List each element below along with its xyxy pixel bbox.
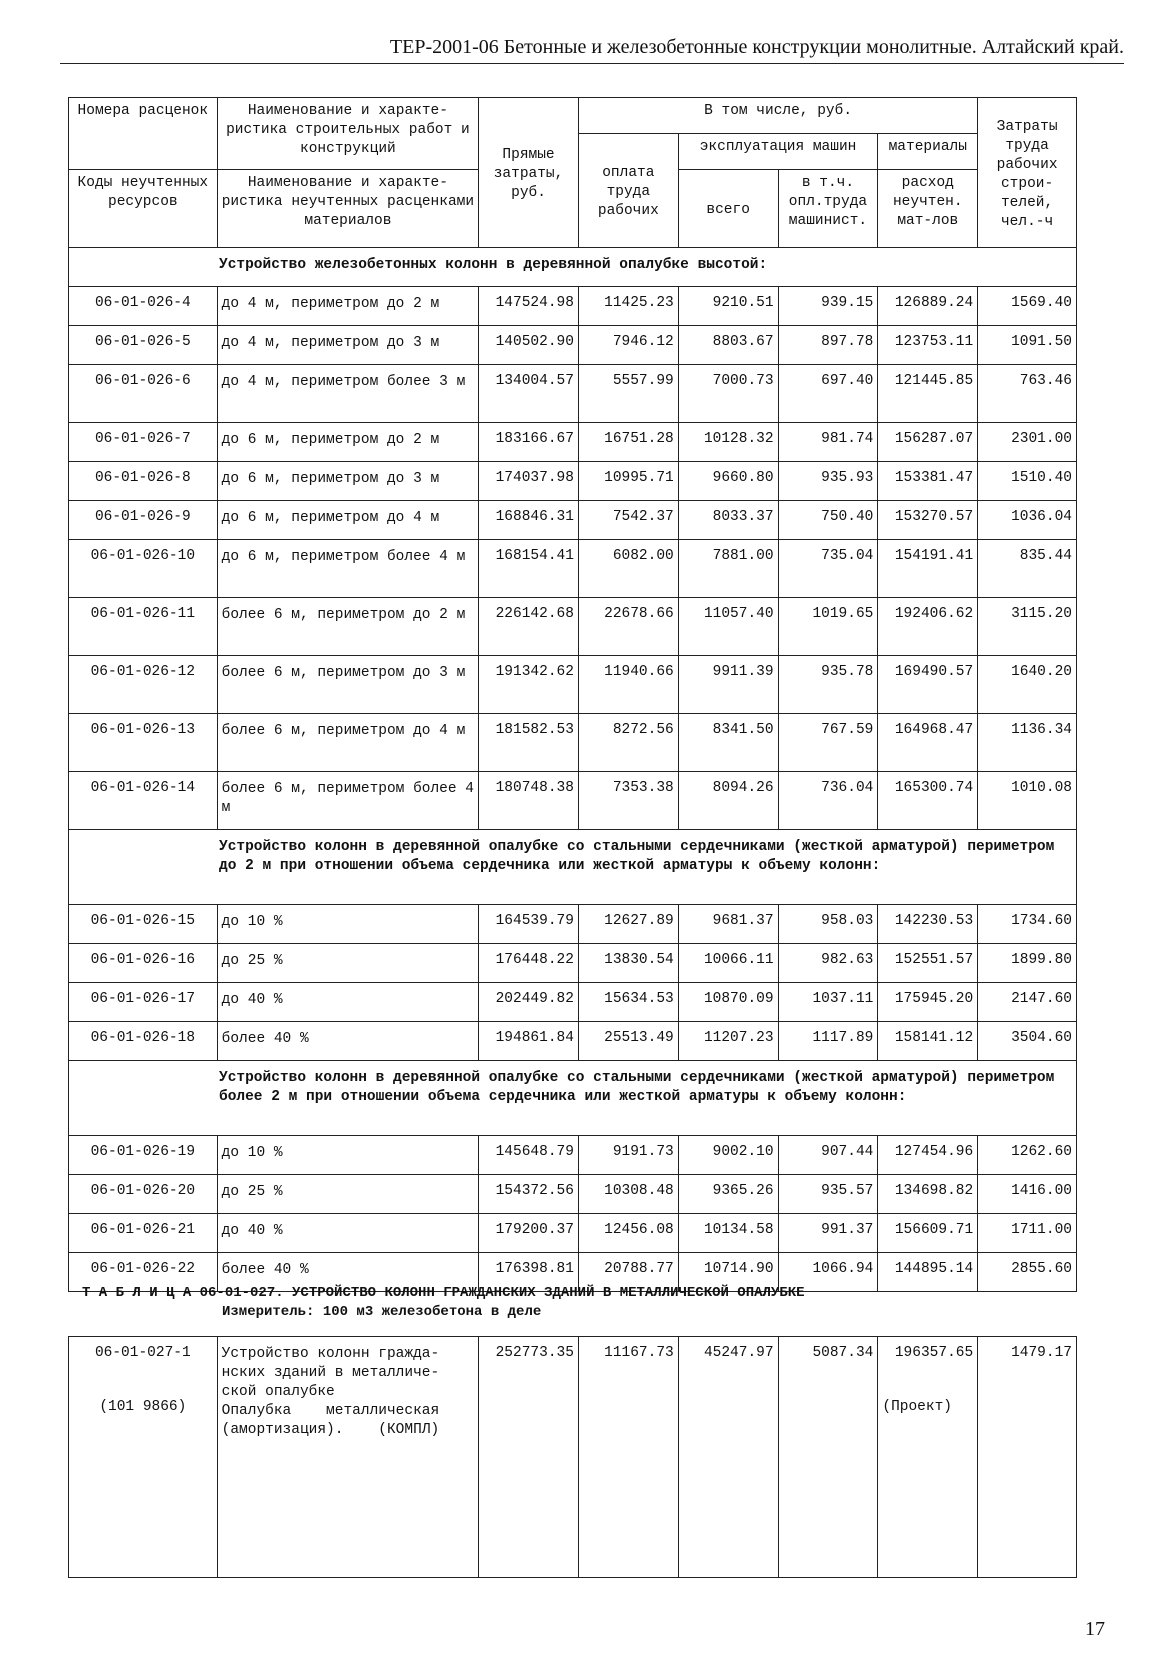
row-pay: 11940.66 — [578, 656, 678, 714]
row-direct: 164539.79 — [479, 905, 579, 944]
row-mach-pay: 981.74 — [778, 423, 878, 462]
row-name: до 40 % — [217, 983, 478, 1022]
row-direct: 147524.98 — [479, 287, 579, 326]
row-mach: 9681.37 — [678, 905, 778, 944]
row-labor: 3115.20 — [978, 598, 1077, 656]
row-mat: 126889.24 — [878, 287, 978, 326]
row-name: до 10 % — [217, 1136, 478, 1175]
row-mach: 9660.80 — [678, 462, 778, 501]
col-labor: Затраты труда рабочих строи- телей, чел.-ч — [978, 98, 1077, 248]
col-codes-bottom: Коды неучтенных ресурсов — [69, 170, 218, 248]
row-mach: 10128.32 — [678, 423, 778, 462]
row-mat: 158141.12 — [878, 1022, 978, 1061]
row-labor: 1899.80 — [978, 944, 1077, 983]
col-name-bottom: Наименование и характе- ристика неучтенных расценками материалов — [217, 170, 478, 248]
row-mat: 175945.20 — [878, 983, 978, 1022]
col-direct: Прямые затраты, руб. — [479, 98, 579, 248]
table-row — [69, 423, 1077, 462]
row-name: более 6 м, периметром более 4 м — [217, 772, 478, 830]
row-code: 06-01-026-16 — [69, 944, 218, 983]
row-labor: 1569.40 — [978, 287, 1077, 326]
row-mach: 10134.58 — [678, 1214, 778, 1253]
row-name: более 6 м, периметром до 3 м — [217, 656, 478, 714]
row-mach: 8094.26 — [678, 772, 778, 830]
row-labor: 1640.20 — [978, 656, 1077, 714]
row-pay: 8272.56 — [578, 714, 678, 772]
row-name-line: ской опалубке — [221, 1384, 335, 1400]
row-pay: 15634.53 — [578, 983, 678, 1022]
row-pay: 12456.08 — [578, 1214, 678, 1253]
row-direct: 168846.31 — [479, 501, 579, 540]
table-row — [69, 540, 1077, 598]
col-materials-sub: расход неучтен. мат-лов — [878, 170, 978, 248]
row-mat: 144895.14 — [878, 1253, 978, 1292]
row-pay: 10308.48 — [578, 1175, 678, 1214]
row-mat: 154191.41 — [878, 540, 978, 598]
row-code: 06-01-026-6 — [69, 365, 218, 423]
table-row — [69, 365, 1077, 423]
table-body — [69, 248, 1077, 1292]
row-mat: 156287.07 — [878, 423, 978, 462]
row-direct: 174037.98 — [479, 462, 579, 501]
row-code: 06-01-026-9 — [69, 501, 218, 540]
row-mach: 7881.00 — [678, 540, 778, 598]
row-mat: 121445.85 — [878, 365, 978, 423]
row-code: 06-01-026-17 — [69, 983, 218, 1022]
row-mach: 8803.67 — [678, 326, 778, 365]
row-direct: 194861.84 — [479, 1022, 579, 1061]
col-machines-total: всего — [678, 170, 778, 248]
row-code: 06-01-026-8 — [69, 462, 218, 501]
row-labor: 1416.00 — [978, 1175, 1077, 1214]
row-mach: 10714.90 — [678, 1253, 778, 1292]
row-labor: 1136.34 — [978, 714, 1077, 772]
row-mat: 153381.47 — [878, 462, 978, 501]
row-code: 06-01-026-22 — [69, 1253, 218, 1292]
row-pay: 11425.23 — [578, 287, 678, 326]
table-row — [69, 1175, 1077, 1214]
table-027 — [68, 1336, 1077, 1578]
table-row — [69, 1337, 1077, 1578]
row-mach-pay: 982.63 — [778, 944, 878, 983]
col-materials: материалы — [878, 134, 978, 170]
col-labor-pay: оплата труда рабочих — [578, 134, 678, 248]
row-name: более 6 м, периметром до 4 м — [217, 714, 478, 772]
row-code: 06-01-026-18 — [69, 1022, 218, 1061]
row-mat: 134698.82 — [878, 1175, 978, 1214]
row-mach-pay: 767.59 — [778, 714, 878, 772]
row-code: 06-01-026-14 — [69, 772, 218, 830]
section-title: Устройство колонн в деревянной опалубке со стальными сердечниками (жесткой арматурой) периметром до 2 м при отношении объема сердечника или жесткой арматуры к объему колонн: — [69, 830, 1077, 905]
row-code: 06-01-027-1 — [94, 1345, 191, 1361]
row-mat-cell — [878, 1337, 978, 1578]
row-direct: 191342.62 — [479, 656, 579, 714]
table-row — [69, 1136, 1077, 1175]
row-direct: 134004.57 — [479, 365, 579, 423]
section-title: Устройство железобетонных колонн в деревянной опалубке высотой: — [69, 248, 1077, 287]
row-mach: 9210.51 — [678, 287, 778, 326]
rates-table — [68, 97, 1077, 1292]
resource-code: (101 9866) — [99, 1399, 187, 1415]
row-name: до 6 м, периметром до 3 м — [217, 462, 478, 501]
row-mach-pay: 735.04 — [778, 540, 878, 598]
table-row — [69, 462, 1077, 501]
row-mach: 10066.11 — [678, 944, 778, 983]
section-row — [69, 830, 1077, 905]
row-name: до 4 м, периметром более 3 м — [217, 365, 478, 423]
row-name: до 40 % — [217, 1214, 478, 1253]
row-labor: 763.46 — [978, 365, 1077, 423]
row-mach-pay: 1117.89 — [778, 1022, 878, 1061]
row-mach: 7000.73 — [678, 365, 778, 423]
row-pay: 9191.73 — [578, 1136, 678, 1175]
row-mat: 142230.53 — [878, 905, 978, 944]
row-pay: 16751.28 — [578, 423, 678, 462]
table-row — [69, 905, 1077, 944]
row-mat: 153270.57 — [878, 501, 978, 540]
row-pay: 10995.71 — [578, 462, 678, 501]
table-027-meter: Измеритель: 100 м3 железобетона в деле — [222, 1304, 542, 1320]
row-labor: 1510.40 — [978, 462, 1077, 501]
row-name-cell — [217, 1337, 478, 1578]
row-mach: 11057.40 — [678, 598, 778, 656]
row-name: до 6 м, периметром более 4 м — [217, 540, 478, 598]
row-labor: 1262.60 — [978, 1136, 1077, 1175]
row-pay: 7542.37 — [578, 501, 678, 540]
row-mat: 156609.71 — [878, 1214, 978, 1253]
row-code: 06-01-026-7 — [69, 423, 218, 462]
row-code: 06-01-026-13 — [69, 714, 218, 772]
row-labor: 835.44 — [978, 540, 1077, 598]
row-pay: 25513.49 — [578, 1022, 678, 1061]
row-name: до 10 % — [217, 905, 478, 944]
row-mach: 10870.09 — [678, 983, 778, 1022]
row-mach-pay: 907.44 — [778, 1136, 878, 1175]
row-direct: 168154.41 — [479, 540, 579, 598]
table-row — [69, 501, 1077, 540]
row-mach-pay: 939.15 — [778, 287, 878, 326]
row-mach: 11207.23 — [678, 1022, 778, 1061]
table-row — [69, 598, 1077, 656]
row-code: 06-01-026-10 — [69, 540, 218, 598]
section-row — [69, 248, 1077, 287]
row-name-line: Устройство колонн гражда- — [221, 1346, 440, 1362]
row-mach-pay: 1066.94 — [778, 1253, 878, 1292]
row-pay: 12627.89 — [578, 905, 678, 944]
page-header: ТЕР-2001-06 Бетонные и железобетонные конструкции монолитные. Алтайский край. — [60, 36, 1124, 64]
row-mach-pay: 1037.11 — [778, 983, 878, 1022]
col-including: В том числе, руб. — [578, 98, 977, 134]
table-row — [69, 1022, 1077, 1061]
row-mach: 8033.37 — [678, 501, 778, 540]
row-direct: 176398.81 — [479, 1253, 579, 1292]
col-codes-top: Номера расценок — [69, 98, 218, 170]
row-pay: 5557.99 — [578, 365, 678, 423]
table-row — [69, 714, 1077, 772]
row-labor: 1734.60 — [978, 905, 1077, 944]
row-mat: 152551.57 — [878, 944, 978, 983]
row-mat: 123753.11 — [878, 326, 978, 365]
row-mat: 164968.47 — [878, 714, 978, 772]
row-mat: 127454.96 — [878, 1136, 978, 1175]
section-title: Устройство колонн в деревянной опалубке со стальными сердечниками (жесткой арматурой) периметром более 2 м при отношении объема сердечника или жесткой арматуры к объему колонн: — [69, 1061, 1077, 1136]
col-machines: эксплуатация машин — [678, 134, 878, 170]
row-pay: 13830.54 — [578, 944, 678, 983]
row-mat: 165300.74 — [878, 772, 978, 830]
table-row — [69, 983, 1077, 1022]
resource-name-line: Опалубка металлическая — [221, 1403, 440, 1419]
row-mach: 9002.10 — [678, 1136, 778, 1175]
row-name: до 25 % — [217, 1175, 478, 1214]
table-row — [69, 656, 1077, 714]
row-name: до 6 м, периметром до 4 м — [217, 501, 478, 540]
row-direct: 179200.37 — [479, 1214, 579, 1253]
row-labor: 3504.60 — [978, 1022, 1077, 1061]
table-027-title: Т А Б Л И Ц А 06-01-027. УСТРОЙСТВО КОЛОНН ГРАЖДАНСКИХ ЗДАНИЙ В МЕТАЛЛИЧЕСКОЙ ОПАЛУБКЕ — [82, 1285, 805, 1301]
row-direct: 154372.56 — [479, 1175, 579, 1214]
row-mach-pay: 5087.34 — [778, 1337, 878, 1578]
row-direct: 181582.53 — [479, 714, 579, 772]
table-027-title-block — [82, 1284, 1082, 1322]
row-labor: 2301.00 — [978, 423, 1077, 462]
row-mach-pay: 750.40 — [778, 501, 878, 540]
row-name: более 40 % — [217, 1022, 478, 1061]
row-direct: 252773.35 — [479, 1337, 579, 1578]
row-name: до 6 м, периметром до 2 м — [217, 423, 478, 462]
table-row — [69, 326, 1077, 365]
row-labor: 1711.00 — [978, 1214, 1077, 1253]
row-direct: 145648.79 — [479, 1136, 579, 1175]
row-labor: 1091.50 — [978, 326, 1077, 365]
row-mach: 8341.50 — [678, 714, 778, 772]
row-labor: 1479.17 — [978, 1337, 1077, 1578]
resource-mat: (Проект) — [882, 1399, 952, 1415]
row-direct: 176448.22 — [479, 944, 579, 983]
row-mat: 196357.65 — [894, 1345, 974, 1361]
row-code: 06-01-026-15 — [69, 905, 218, 944]
table-row — [69, 1214, 1077, 1253]
row-mach-pay: 935.78 — [778, 656, 878, 714]
table-row — [69, 287, 1077, 326]
row-code: 06-01-026-12 — [69, 656, 218, 714]
row-name: более 6 м, периметром до 2 м — [217, 598, 478, 656]
section-row — [69, 1061, 1077, 1136]
row-labor: 2855.60 — [978, 1253, 1077, 1292]
row-code-cell — [69, 1337, 218, 1578]
row-mat: 169490.57 — [878, 656, 978, 714]
row-pay: 11167.73 — [578, 1337, 678, 1578]
row-code: 06-01-026-21 — [69, 1214, 218, 1253]
row-code: 06-01-026-4 — [69, 287, 218, 326]
row-code: 06-01-026-19 — [69, 1136, 218, 1175]
row-mach-pay: 958.03 — [778, 905, 878, 944]
row-mach: 45247.97 — [678, 1337, 778, 1578]
row-direct: 183166.67 — [479, 423, 579, 462]
row-name: до 4 м, периметром до 3 м — [217, 326, 478, 365]
col-name-top: Наименование и характе- ристика строительных работ и конструкций — [217, 98, 478, 170]
row-name-line: нских зданий в металличе- — [221, 1365, 440, 1381]
row-labor: 1036.04 — [978, 501, 1077, 540]
table-header — [69, 98, 1077, 248]
row-mach-pay: 935.93 — [778, 462, 878, 501]
row-pay: 7353.38 — [578, 772, 678, 830]
row-pay: 20788.77 — [578, 1253, 678, 1292]
row-code: 06-01-026-20 — [69, 1175, 218, 1214]
row-mach: 9911.39 — [678, 656, 778, 714]
row-mach-pay: 1019.65 — [778, 598, 878, 656]
row-pay: 7946.12 — [578, 326, 678, 365]
table-row — [69, 772, 1077, 830]
page-number: 17 — [1085, 1618, 1105, 1640]
row-code: 06-01-026-11 — [69, 598, 218, 656]
row-direct: 180748.38 — [479, 772, 579, 830]
resource-name-line: (амортизация). (КОМПЛ) — [221, 1422, 440, 1438]
row-direct: 226142.68 — [479, 598, 579, 656]
row-name: до 4 м, периметром до 2 м — [217, 287, 478, 326]
col-machines-incl: в т.ч. опл.труда машинист. — [778, 170, 878, 248]
row-pay: 6082.00 — [578, 540, 678, 598]
row-mach-pay: 991.37 — [778, 1214, 878, 1253]
row-mat: 192406.62 — [878, 598, 978, 656]
row-mach-pay: 736.04 — [778, 772, 878, 830]
row-name: до 25 % — [217, 944, 478, 983]
row-mach-pay: 697.40 — [778, 365, 878, 423]
row-labor: 1010.08 — [978, 772, 1077, 830]
row-direct: 202449.82 — [479, 983, 579, 1022]
row-mach: 9365.26 — [678, 1175, 778, 1214]
table-row — [69, 944, 1077, 983]
row-direct: 140502.90 — [479, 326, 579, 365]
row-mach-pay: 935.57 — [778, 1175, 878, 1214]
row-labor: 2147.60 — [978, 983, 1077, 1022]
row-mach-pay: 897.78 — [778, 326, 878, 365]
row-name: более 40 % — [217, 1253, 478, 1292]
row-code: 06-01-026-5 — [69, 326, 218, 365]
row-pay: 22678.66 — [578, 598, 678, 656]
